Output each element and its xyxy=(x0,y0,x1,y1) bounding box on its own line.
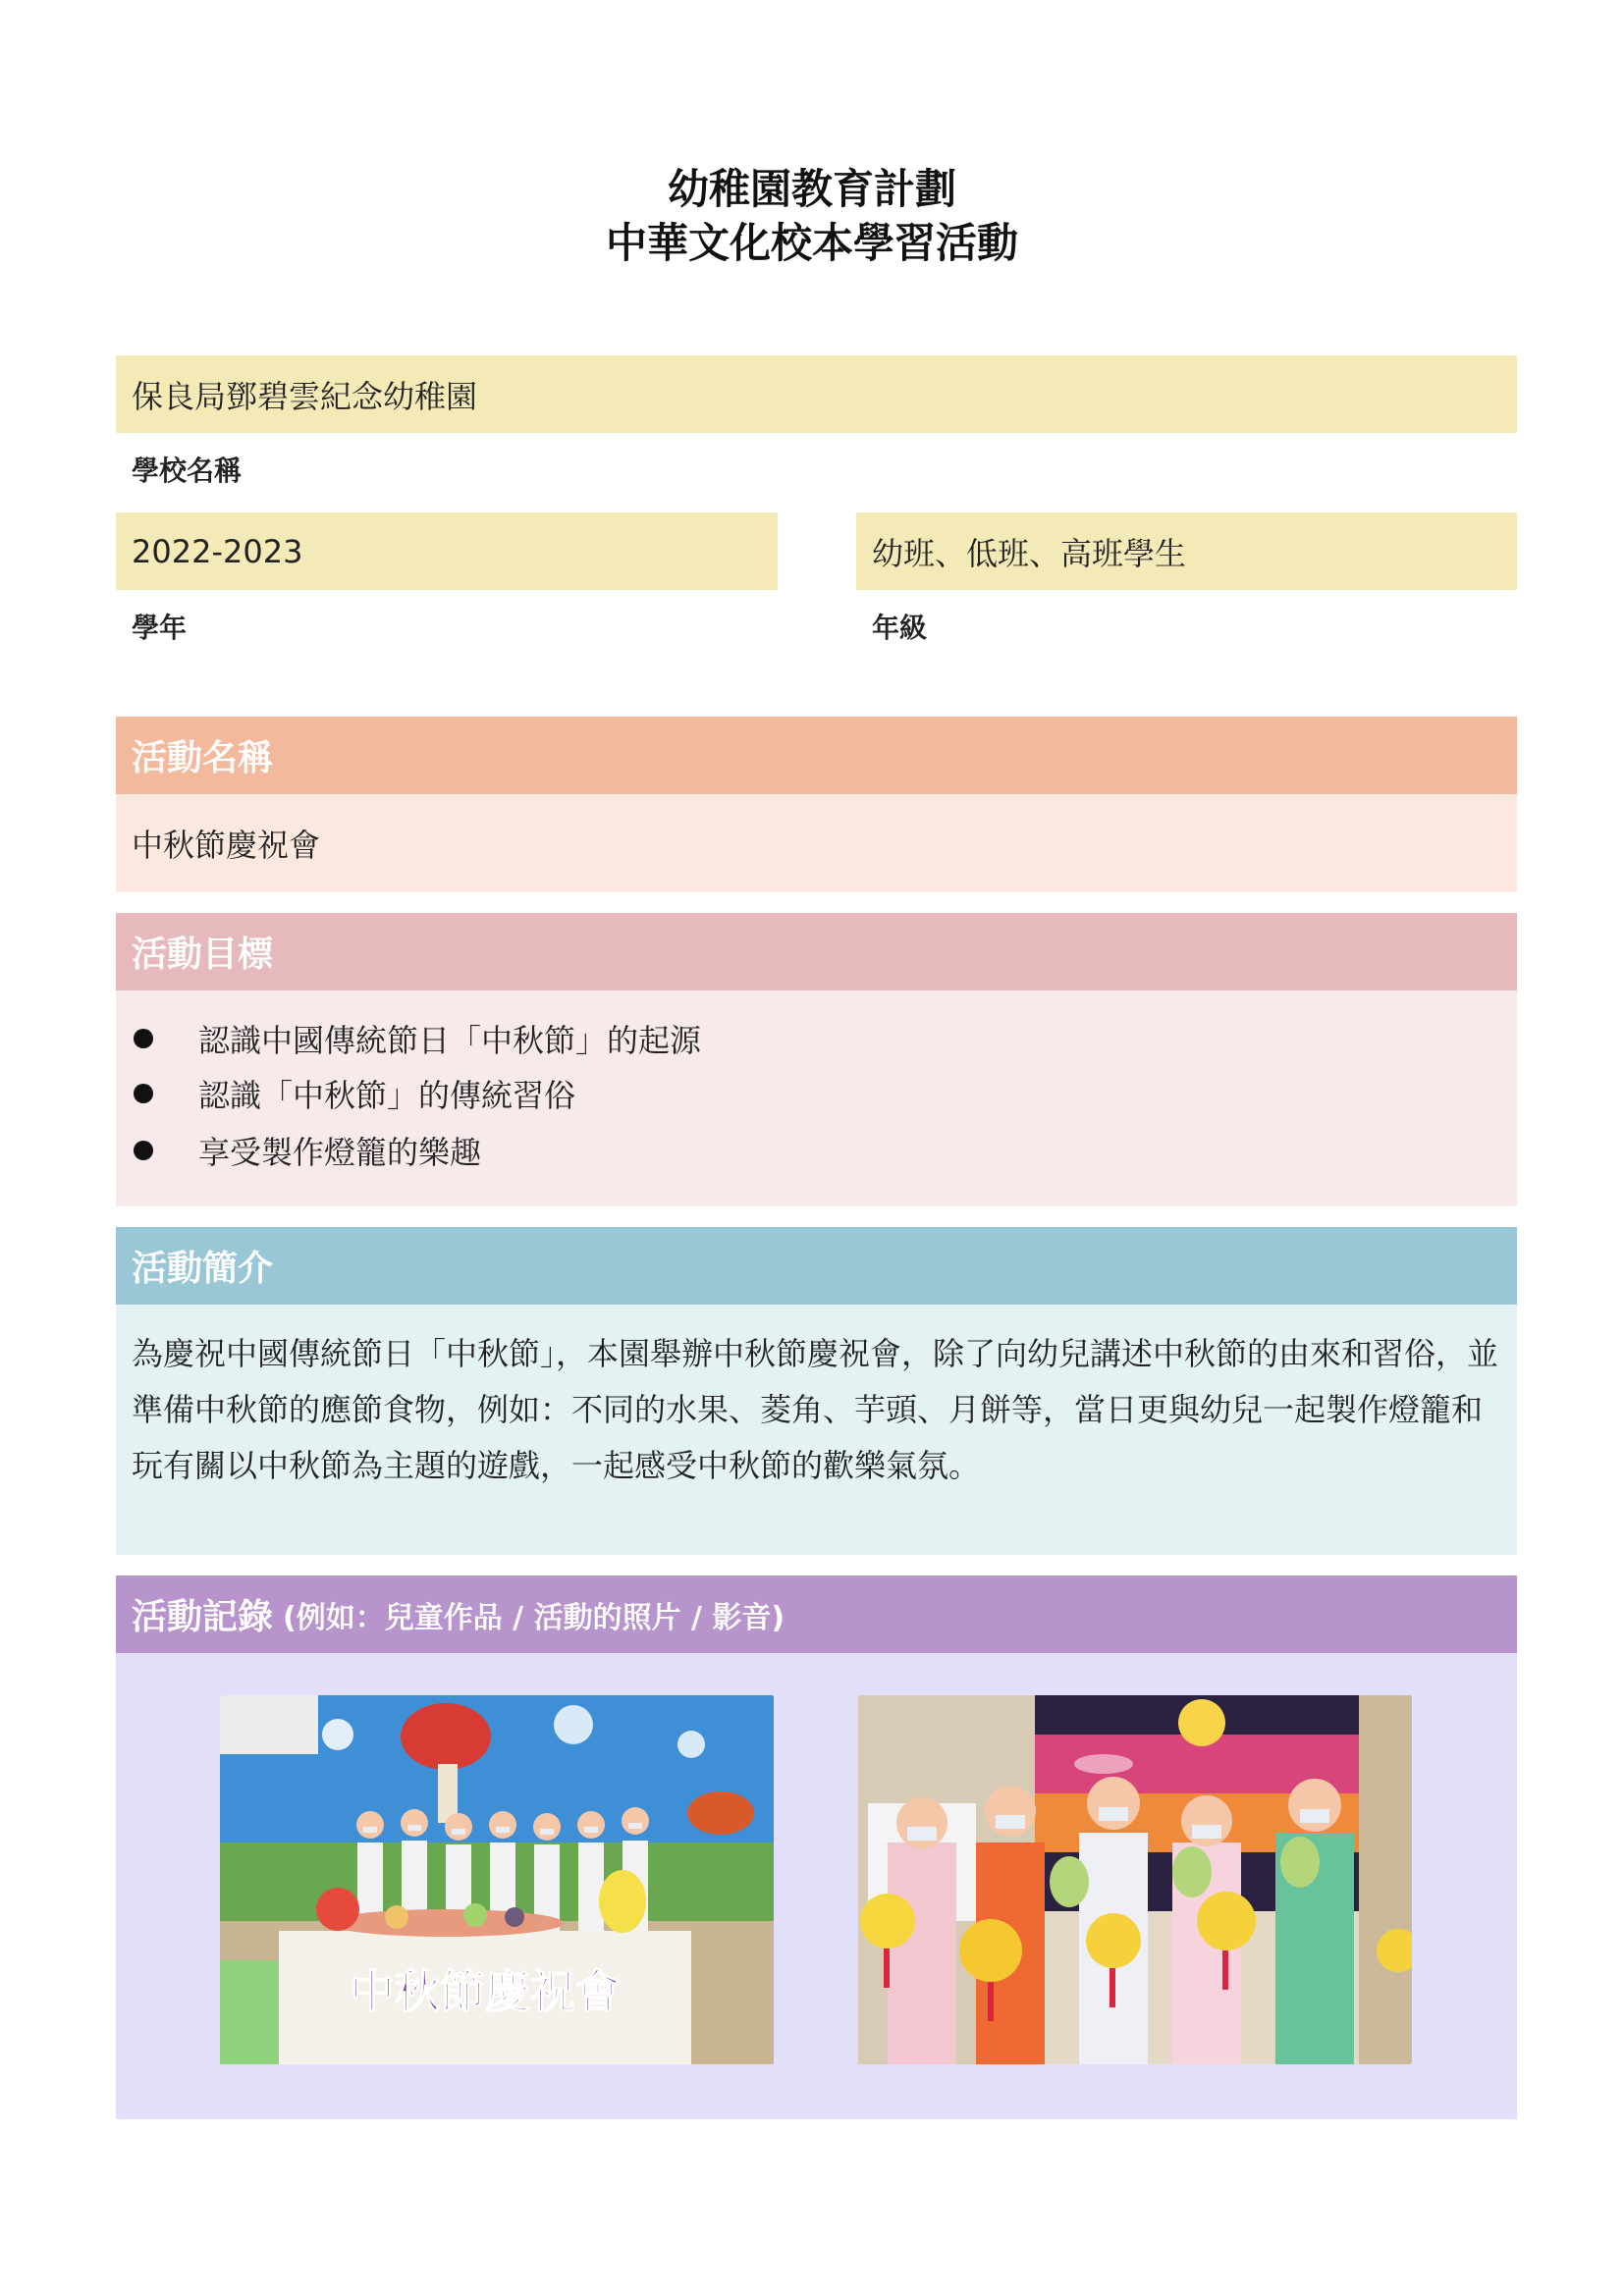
document-title-line1: 幼稚園教育計劃 xyxy=(667,165,956,213)
goal-list-item xyxy=(116,1126,1517,1175)
activity-records-subtitle: (例如：兒童作品 / 活動的照片 / 影音) xyxy=(283,1600,785,1635)
goal-list-item xyxy=(116,1069,1517,1118)
activity-name-header: 活動名稱 xyxy=(116,717,1517,794)
activity-goals-header: 活動目標 xyxy=(116,913,1517,990)
grade-label: 年級 xyxy=(872,612,928,644)
bullet-icon xyxy=(134,1029,153,1048)
school-year-label: 學年 xyxy=(132,612,188,644)
goal-list-item xyxy=(116,1014,1517,1063)
photo-banner-text: 中秋節慶祝會 xyxy=(350,1965,621,2018)
activity-photo-2 xyxy=(858,1695,1412,2064)
activity-name-value: 中秋節慶祝會 xyxy=(132,827,321,864)
school-name-label: 學校名稱 xyxy=(132,454,243,487)
grade-field: 幼班、低班、高班學生 xyxy=(856,512,1517,590)
bullet-icon xyxy=(134,1084,153,1103)
children-lanterns-photo xyxy=(858,1695,1412,2064)
activity-records-title: 活動記錄 xyxy=(132,1597,274,1637)
activity-goals-body xyxy=(116,990,1517,1206)
school-name-field: 保良局鄧碧雲紀念幼稚園 xyxy=(116,355,1517,433)
classroom-party-photo xyxy=(220,1695,774,2064)
goal-text: 享受製作燈籠的樂趣 xyxy=(198,1134,482,1171)
activity-photo-1 xyxy=(220,1695,774,2064)
activity-intro-text: 為慶祝中國傳統節日「中秋節」，本園舉辦中秋節慶祝會，除了向幼兒講述中秋節的由來和習俗，並準備中秋節的應節食物，例如：不同的水果、菱角、芋頭、月餅等，當日更與幼兒一起製作燈籠和玩有關以中秋節為主題的遊戲，一起感受中秋節的歡樂氣氛。 xyxy=(132,1335,1499,1484)
activity-intro-body xyxy=(116,1305,1517,1555)
document-title-line2: 中華文化校本學習活動 xyxy=(605,219,1018,267)
school-year-field: 2022-2023 xyxy=(116,512,778,590)
activity-intro-header: 活動簡介 xyxy=(116,1227,1517,1305)
bullet-icon xyxy=(134,1141,153,1160)
activity-records-header xyxy=(116,1575,1517,1653)
goal-text: 認識「中秋節」的傳統習俗 xyxy=(198,1077,576,1114)
activity-name-body xyxy=(116,794,1517,892)
goal-text: 認識中國傳統節日「中秋節」的起源 xyxy=(198,1022,702,1059)
